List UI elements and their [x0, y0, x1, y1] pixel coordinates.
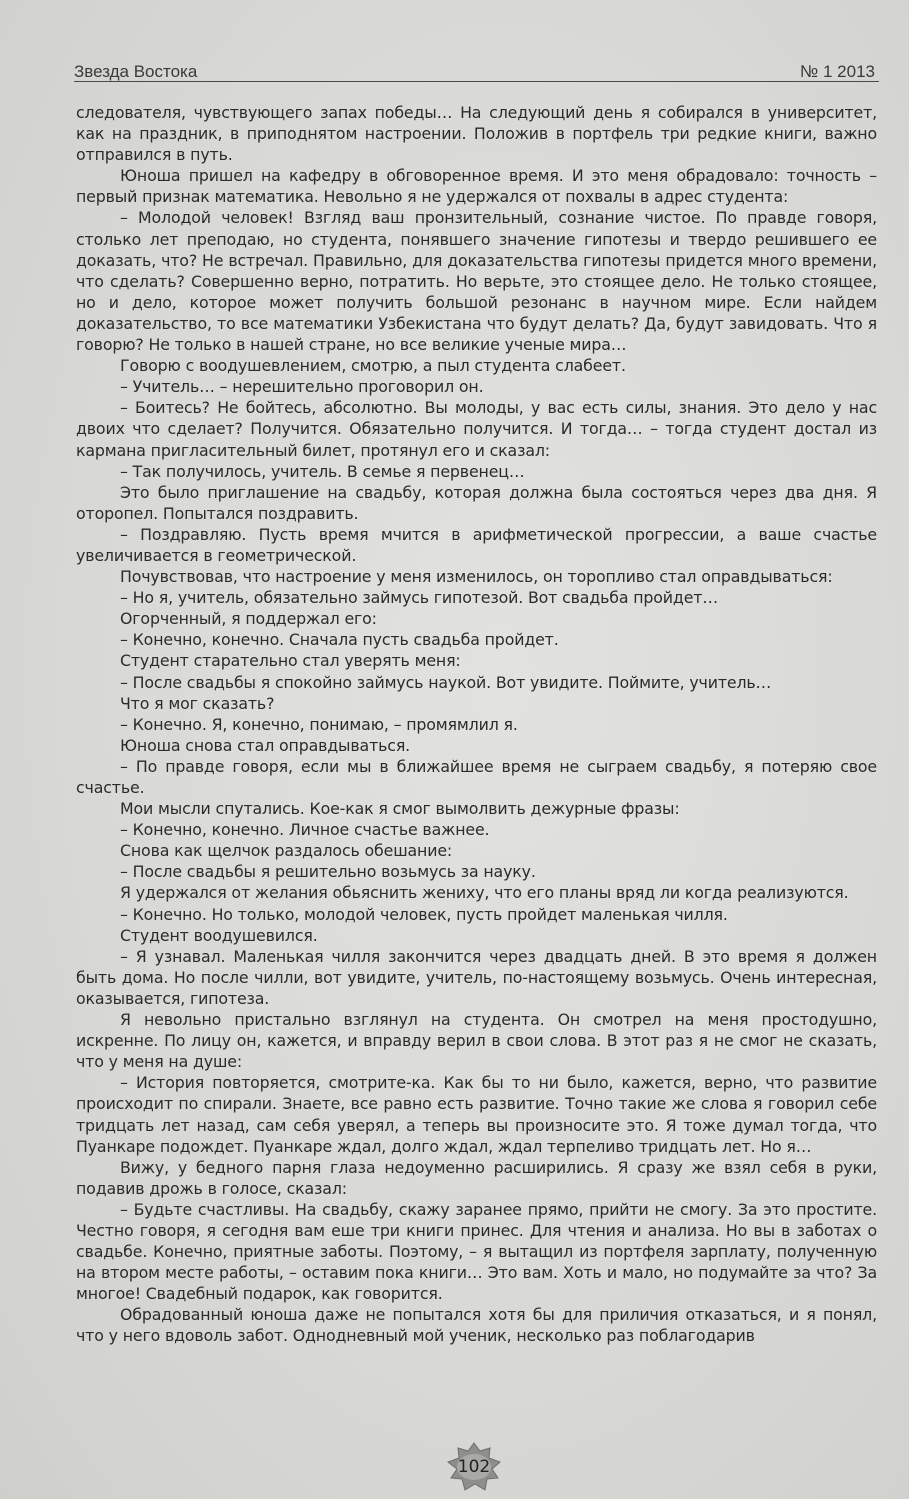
- paragraph: – Поздравляю. Пусть время мчится в арифметической прогрессии, а ваше счастье увеличивается в геометрической.: [76, 524, 877, 565]
- paragraph: Я удержался от желания обьяснить жениху, что его планы вряд ли когда реализуются.: [120, 883, 849, 903]
- paragraph: Это было приглашение на свадьбу, которая должна была состояться через два дня. Я оторопел. Попытался поздравить.: [76, 482, 877, 523]
- paragraph: – Конечно. Я, конечно, понимаю, – промямлил я.: [120, 714, 518, 734]
- paragraph: – По правде говоря, если мы в ближайшее время не сыграем свадьбу, я потеряю свое счастье.: [76, 756, 877, 797]
- paragraph: – Я узнавал. Маленькая чилля закончится через двадцать дней. В это время я должен быть дома. Но после чилли, вот увидите, учитель, по-настоящему возьмусь. Очень интересная, оказывается, гипотеза.: [76, 946, 877, 1008]
- paragraph: Говорю с воодушевлением, смотрю, а пыл студента слабеет.: [120, 356, 626, 376]
- paragraph: Студент воодушевился.: [120, 925, 318, 945]
- paragraph: Снова как щелчок раздалось обешание:: [120, 841, 453, 861]
- paragraph: – Будьте счастливы. На свадьбу, скажу заранее прямо, прийти не смогу. За это простите. Честно говоря, я сегодня вам еше три книги принес. Для чтения и анализа. Но вы в заботах о свадьбе. Конечно, приятные заботы. Поэтому, – я вытащил из портфеля зарплату, полученную на втором месте работы, – оставим пока книги… Это вам. Хоть и мало, но подумайте за что? За многое! Свадебный подарок, как говорится.: [76, 1199, 877, 1304]
- page-number-badge: [446, 1442, 502, 1492]
- header-rule: [74, 81, 879, 82]
- paragraph: Огорченный, я поддержал его:: [120, 609, 377, 629]
- paragraph: – Боитесь? Не бойтесь, абсолютно. Вы молоды, у вас есть силы, знания. Это дело у нас двоих что сделает? Получится. Обязательно получится. И тогда… – тогда студент достал из кармана пригласительный билет, протянул его и сказал:: [76, 398, 877, 460]
- paragraph: – Так получилось, учитель. В семье я первенец…: [120, 461, 525, 481]
- journal-title: Звезда Востока: [74, 62, 198, 81]
- paragraph: Почувствовав, что настроение у меня изменилось, он торопливо стал оправдываться:: [120, 567, 833, 587]
- paragraph: Студент старательно стал уверять меня:: [120, 651, 461, 671]
- paragraph: Обрадованный юноша даже не попытался хотя бы для приличия отказаться, и я понял, что у него вдоволь забот. Однодневный мой ученик, несколько раз поблагодарив: [76, 1305, 877, 1346]
- paragraph: – После свадьбы я спокойно займусь наукой. Вот увидите. Поймите, учитель…: [120, 672, 772, 692]
- issue-label: № 1 2013: [800, 62, 875, 81]
- paragraph: – Конечно, конечно. Личное счастье важнее.: [120, 820, 490, 840]
- paragraph: Я невольно пристально взглянул на студента. Он смотрел на меня простодушно, искренне. По лицу он, кажется, и вправду верил в свои слова. В этот раз я не смог не сказать, что у меня на душе:: [76, 1010, 877, 1072]
- paragraph: – После свадьбы я решительно возьмусь за науку.: [120, 862, 536, 882]
- paragraph: следователя, чувствующего запах победы… На следующий день я собирался в университет, как на праздник, в приподнятом настроении. Положив в портфель три редкие книги, важно отправился в путь.: [76, 103, 877, 165]
- paragraph: – Молодой человек! Взгляд ваш пронзительный, сознание чистое. По правде говоря, столько лет преподаю, но студента, понявшего значение гипотезы и твердо решившего ее доказать, что? Не встречал. Правильно, для доказательства гипотезы придется много времени, что сделать? Совершенно верно, потратить. Но верьте, это стоящее дело. Не только стоящее, но и дело, которое может получить большой резонанс в научном мире. Если найдем доказательство, то все математики Узбекистана что будут делать? Да, будут завидовать. Что я говорю? Не только в нашей стране, но все великие ученые мира…: [76, 208, 877, 355]
- paragraph: Что я мог сказать?: [120, 693, 275, 713]
- paragraph: Мои мысли спутались. Кое-как я смог вымолвить дежурные фразы:: [120, 799, 680, 819]
- paragraph: – История повторяется, смотрите-ка. Как бы то ни было, кажется, верно, что развитие происходит по спирали. Знаете, все равно есть развитие. Точно такие же слова я говорил себе тридцать лет назад, сам себя уверял, а теперь вы произносите это. Я тоже думал тогда, что Пуанкаре подождет. Пуанкаре ждал, долго ждал, ждал терпеливо тридцать лет. Но я…: [76, 1073, 877, 1156]
- paragraph: – Конечно, конечно. Сначала пусть свадьба пройдет.: [120, 630, 559, 650]
- paragraph: – Конечно. Но только, молодой человек, пусть пройдет маленькая чилля.: [120, 904, 728, 924]
- paragraph: – Но я, учитель, обязательно займусь гипотезой. Вот свадьба пройдет…: [120, 588, 718, 608]
- paragraph: – Учитель… – нерешительно проговорил он.: [120, 377, 484, 397]
- paragraph: Юноша снова стал оправдываться.: [120, 735, 411, 755]
- article-body: [76, 102, 877, 1347]
- running-header: [74, 52, 875, 82]
- paragraph: Вижу, у бедного парня глаза недоуменно расширились. Я сразу же взял себя в руки, подавив дрожь в голосе, сказал:: [76, 1157, 877, 1198]
- page-number: 102: [457, 1457, 491, 1477]
- paragraph: Юноша пришел на кафедру в обговоренное время. И это меня обрадовало: точность – первый признак математика. Невольно я не удержался от похвалы в адрес студента:: [76, 166, 877, 207]
